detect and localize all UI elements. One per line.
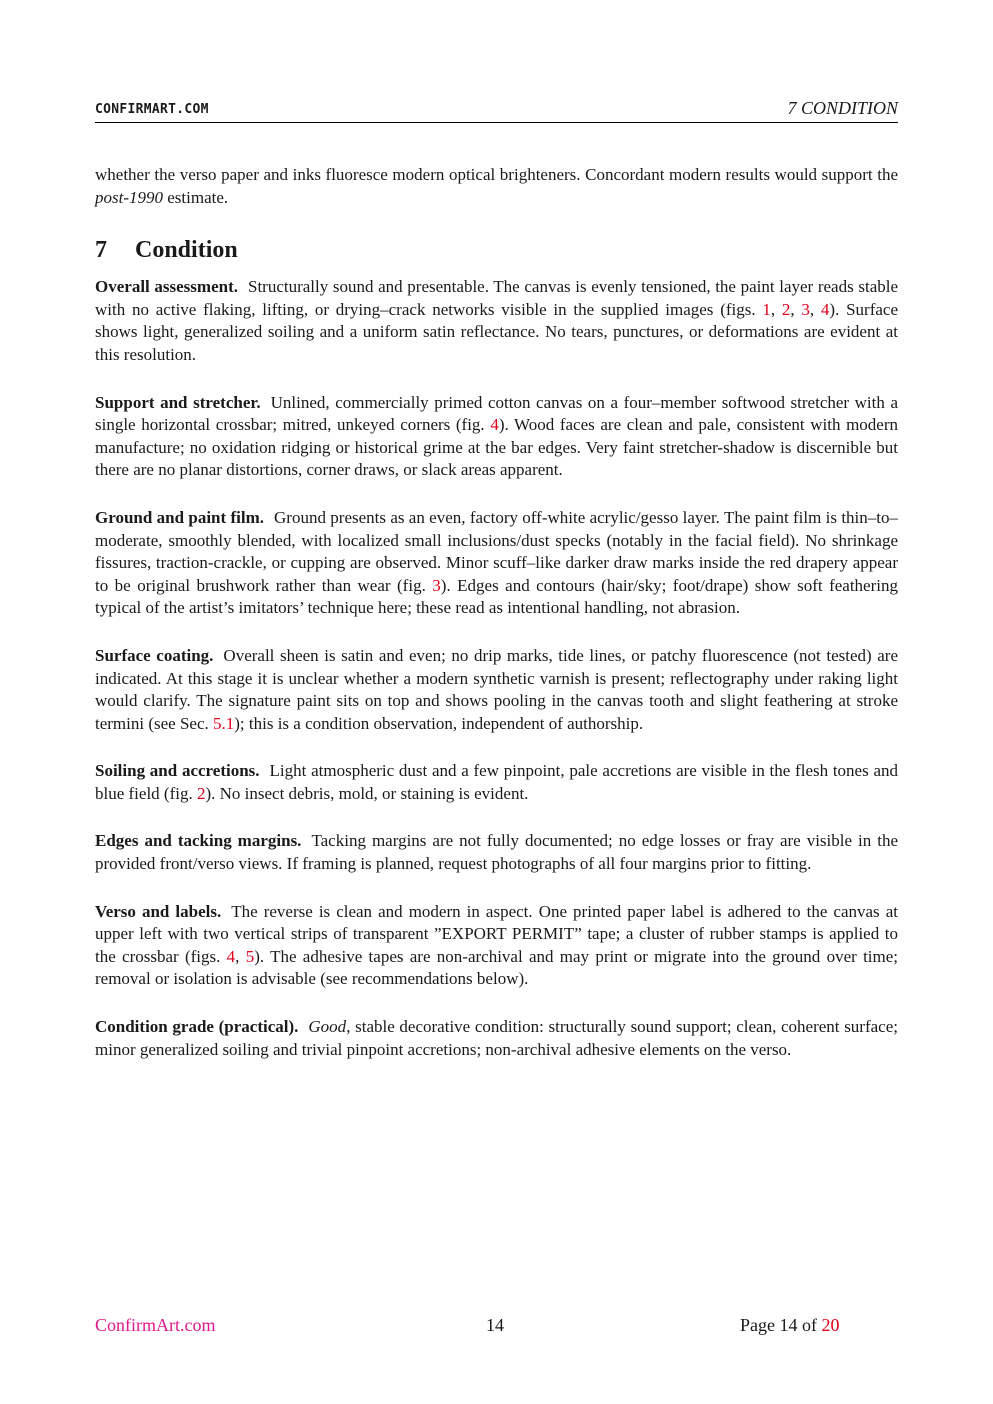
paragraph-lead: Surface coating.: [95, 645, 214, 665]
grade-italic: Good: [308, 1017, 347, 1037]
paragraph-lead: Verso and labels.: [95, 901, 222, 921]
total-pages-link[interactable]: 20: [821, 1315, 840, 1335]
figure-ref-link[interactable]: 4: [820, 299, 830, 319]
paragraph-condition-grade: Condition grade (practical). Good, stable decorative condition: structurally sound support; clean, coherent surface; minor generalized soiling and trivial pinpoint accretions; non-archival adhesive elements on the verso.: [95, 1017, 898, 1059]
page-footer: [95, 1315, 898, 1339]
figure-ref-link[interactable]: 2: [781, 299, 791, 319]
paragraph-verso-labels: Verso and labels. The reverse is clean and modern in aspect. One printed paper label is adhered to the canvas at upper left with two vertical strips of transparent ”EXPORT PERMIT” tape; a cluster of rubber stamps is applied to the crossbar (figs. 4, 5). The adhesive tapes are non-archival and may print or migrate into the ground over time; removal or isolation is advisable (see recommendations below).: [95, 901, 899, 989]
figure-ref-link[interactable]: 5: [245, 946, 255, 966]
paragraph-lead: Ground and paint film.: [95, 507, 265, 527]
paragraph-overall-assessment: Overall assessment. Structurally sound and presentable. The canvas is evenly tensioned, the paint layer reads stable with no active flaking, lifting, or drying–crack networks visible in the supplied images (figs. 1, 2, 3, 4). Surface shows light, generalized soiling and a uniform satin reflectance. No tears, punctures, or deformations are evident at this resolution.: [95, 277, 899, 364]
paragraph-ground-paint-film: Ground and paint film. Ground presents as an even, factory off-white acrylic/gesso layer. The paint film is thin–to–moderate, smoothly blended, with localized small inclusions/dust specks (notably in the facial field). No shrinkage fissures, traction-crackle, or cupping are observed. Minor scuff–like darker draw marks inside the red drapery appear to be original brushwork rather than wear (fig. 3). Edges and contours (hair/sky; foot/drape) show soft feathering typical of the artist’s imitators’ technique here; these read as intentional handling, not abrasion.: [95, 507, 899, 618]
running-head: 7 CONDITION: [787, 98, 898, 118]
intro-paragraph: whether the verso paper and inks fluoresce modern optical brighteners. Concordant modern results would support the post-1990 estimate.: [95, 165, 898, 207]
paragraph-edges-tacking-margins: Edges and tacking margins. Tacking margins are not fully documented; no edge losses or fray are visible in the provided front/verso views. If framing is planned, request photographs of all four margins prior to fitting.: [95, 831, 899, 874]
figure-ref-link[interactable]: 2: [196, 783, 206, 803]
paragraph-lead: Condition grade (practical).: [95, 1017, 299, 1037]
paragraph-lead: Support and stretcher.: [95, 392, 261, 412]
page-header: [95, 98, 898, 123]
figure-ref-link[interactable]: 4: [490, 415, 499, 435]
intro-italic: post-1990: [95, 187, 163, 207]
footer-page-count: Page 14 of 20: [740, 1315, 840, 1335]
section-heading: [95, 235, 898, 265]
paragraph-lead: Soiling and accretions.: [95, 761, 260, 781]
page-content: [95, 164, 898, 1086]
paragraph-surface-coating: Surface coating. Overall sheen is satin and even; no drip marks, tide lines, or patchy fluorescence (not tested) are indicated. At this stage it is unclear whether a modern synthetic varnish is present; reflectography under raking light would clarify. The signature paint sits on top and shows pooling in the canvas tooth and slight feathering at stroke termini (see Sec. 5.1); this is a condition observation, independent of authorship.: [95, 645, 898, 733]
figure-ref-link[interactable]: 3: [432, 575, 441, 595]
confirmart-logo[interactable]: CONFIRMART.COM: [95, 102, 209, 117]
footer-site-link[interactable]: ConfirmArt.com: [95, 1315, 216, 1335]
paragraph-support-stretcher: Support and stretcher. Unlined, commercially primed cotton canvas on a four–member softwood stretcher with a single horizontal crossbar; mitred, unkeyed corners (fig. 4). Wood faces are clean and pale, consistent with modern manufacture; no oxidation ridging or historical grime at the bar edges. Very faint stretcher-shadow is discernible but there are no planar distortions, corner draws, or slack areas apparent.: [95, 392, 899, 480]
figure-ref-link[interactable]: 3: [801, 299, 810, 319]
section-ref-link[interactable]: 5.1: [213, 713, 235, 733]
footer-page-number: 14: [486, 1315, 504, 1335]
figure-ref-link[interactable]: 1: [762, 299, 771, 319]
figure-ref-link[interactable]: 4: [226, 946, 236, 966]
paragraph-lead: Overall assessment.: [95, 277, 238, 297]
paragraph-soiling-accretions: Soiling and accretions. Light atmospheric dust and a few pinpoint, pale accretions are visible in the flesh tones and blue field (fig. 2). No insect debris, mold, or staining is evident.: [95, 761, 898, 803]
section-number: 7: [95, 237, 107, 264]
section-title: Condition: [135, 237, 238, 264]
paragraph-lead: Edges and tacking margins.: [95, 831, 302, 851]
